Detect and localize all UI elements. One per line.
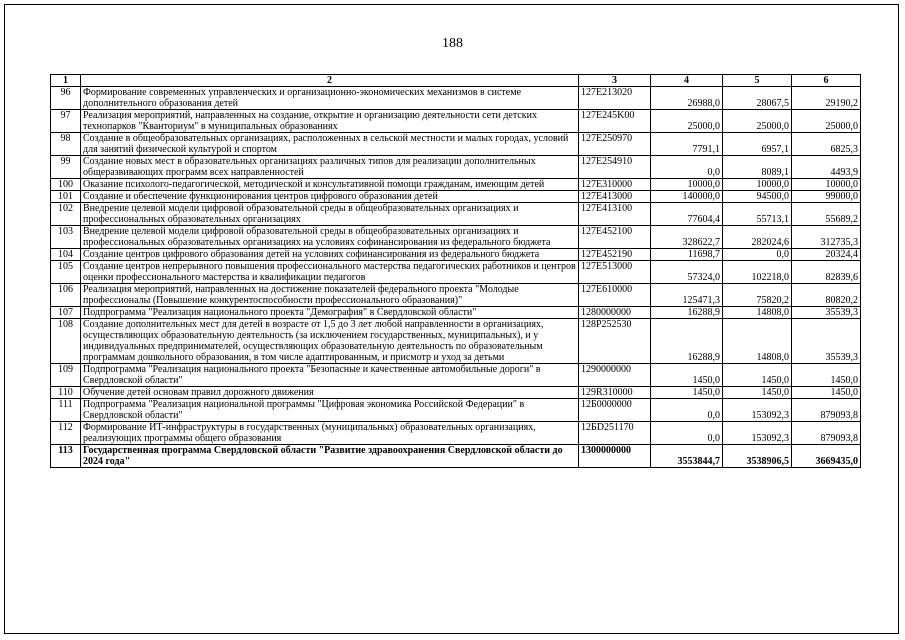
row-code-cell: 127E452190 [579, 249, 651, 261]
row-name-cell: Создание и обеспечение функционирования центров цифрового образования детей [81, 191, 579, 203]
row-value-cell: 94500,0 [723, 191, 792, 203]
row-code-cell: 127E413000 [579, 191, 651, 203]
table-row [51, 110, 861, 133]
row-name-cell: Реализация мероприятий, направленных на достижение показателей федерального проекта "Молодые профессионалы (Повышение конкурентоспособности профессионального образования)" [81, 284, 579, 307]
row-code-cell: 1300000000 [579, 445, 651, 468]
row-code-cell: 127E413100 [579, 203, 651, 226]
row-number-cell: 108 [51, 319, 81, 364]
row-value-cell: 14808,0 [723, 319, 792, 364]
row-code-cell: 127E250970 [579, 133, 651, 156]
row-value-cell: 99000,0 [792, 191, 861, 203]
row-code-cell: 127E452100 [579, 226, 651, 249]
row-name-cell: Оказание психолого-педагогической, методической и консультативной помощи гражданам, имеющим детей [81, 179, 579, 191]
row-value-cell: 16288,9 [651, 307, 723, 319]
row-number-cell: 104 [51, 249, 81, 261]
column-header: 5 [723, 75, 792, 87]
row-value-cell: 140000,0 [651, 191, 723, 203]
header-row [51, 75, 861, 87]
row-number-cell: 103 [51, 226, 81, 249]
row-value-cell: 153092,3 [723, 399, 792, 422]
row-number-cell: 107 [51, 307, 81, 319]
row-number-cell: 101 [51, 191, 81, 203]
row-code-cell: 12Б0000000 [579, 399, 651, 422]
column-header: 2 [81, 75, 579, 87]
row-value-cell: 153092,3 [723, 422, 792, 445]
page-number: 188 [442, 36, 463, 51]
row-name-cell: Формирование ИТ-инфраструктуры в государственных (муниципальных) образовательных организациях, реализующих программы общего образования [81, 422, 579, 445]
table-row [51, 422, 861, 445]
row-value-cell: 55713,1 [723, 203, 792, 226]
row-value-cell: 0,0 [651, 399, 723, 422]
row-value-cell: 14808,0 [723, 307, 792, 319]
row-value-cell: 11698,7 [651, 249, 723, 261]
row-name-cell: Внедрение целевой модели цифровой образовательной среды в общеобразовательных организациях и профессиональных образовательных организациях [81, 203, 579, 226]
row-value-cell: 879093,8 [792, 399, 861, 422]
row-number-cell: 112 [51, 422, 81, 445]
row-number-cell: 96 [51, 87, 81, 110]
table-row [51, 307, 861, 319]
row-value-cell: 25000,0 [723, 110, 792, 133]
row-value-cell: 3538906,5 [723, 445, 792, 468]
row-code-cell: 128P252530 [579, 319, 651, 364]
table-row [51, 87, 861, 110]
row-value-cell: 4493,9 [792, 156, 861, 179]
row-value-cell: 6825,3 [792, 133, 861, 156]
table-row [51, 319, 861, 364]
row-value-cell: 35539,3 [792, 307, 861, 319]
table-row [51, 387, 861, 399]
table-row [51, 284, 861, 307]
row-number-cell: 100 [51, 179, 81, 191]
column-header: 4 [651, 75, 723, 87]
row-name-cell: Создание центров непрерывного повышения профессионального мастерства педагогических работников и центров оценки профессионального мастерства и квалификации педагогов [81, 261, 579, 284]
row-value-cell: 1450,0 [723, 364, 792, 387]
row-name-cell: Обучение детей основам правил дорожного движения [81, 387, 579, 399]
row-value-cell: 102218,0 [723, 261, 792, 284]
row-number-cell: 113 [51, 445, 81, 468]
row-code-cell: 129R310000 [579, 387, 651, 399]
row-value-cell: 77604,4 [651, 203, 723, 226]
row-value-cell: 3553844,7 [651, 445, 723, 468]
row-name-cell: Создание новых мест в образовательных организациях различных типов для реализации дополнительных общеразвивающих программ всех направленностей [81, 156, 579, 179]
row-code-cell: 127E254910 [579, 156, 651, 179]
table-row [51, 249, 861, 261]
row-code-cell: 1290000000 [579, 364, 651, 387]
row-value-cell: 57324,0 [651, 261, 723, 284]
row-value-cell: 1450,0 [792, 387, 861, 399]
row-value-cell: 3669435,0 [792, 445, 861, 468]
table-row [51, 445, 861, 468]
row-value-cell: 55689,2 [792, 203, 861, 226]
row-name-cell: Подпрограмма "Реализация национального проекта "Демография" в Свердловской области" [81, 307, 579, 319]
row-code-cell: 127E245K00 [579, 110, 651, 133]
row-value-cell: 25000,0 [792, 110, 861, 133]
column-header: 1 [51, 75, 81, 87]
row-value-cell: 8089,1 [723, 156, 792, 179]
row-value-cell: 16288,9 [651, 319, 723, 364]
row-name-cell: Подпрограмма "Реализация национальной программы "Цифровая экономика Российской Федерации" в Свердловской области" [81, 399, 579, 422]
table-row [51, 156, 861, 179]
row-name-cell: Формирование современных управленческих и организационно-экономических механизмов в системе дополнительного образования детей [81, 87, 579, 110]
row-code-cell: 127E610000 [579, 284, 651, 307]
row-value-cell: 312735,3 [792, 226, 861, 249]
row-value-cell: 75820,2 [723, 284, 792, 307]
row-name-cell: Создание центров цифрового образования детей на условиях софинансирования из федерального бюджета [81, 249, 579, 261]
row-number-cell: 106 [51, 284, 81, 307]
row-number-cell: 111 [51, 399, 81, 422]
row-value-cell: 80820,2 [792, 284, 861, 307]
row-name-cell: Подпрограмма "Реализация национального проекта "Безопасные и качественные автомобильные дороги" в Свердловской области" [81, 364, 579, 387]
row-value-cell: 1450,0 [651, 387, 723, 399]
table-row [51, 226, 861, 249]
row-name-cell: Создание дополнительных мест для детей в возрасте от 1,5 до 3 лет любой направленности в организациях, осуществляющих образовательную деятельность (за исключением государственных, муниципальных), и у индивидуальных предпринимателей, осуществляющих образовательную деятельность по образовательным программам дошкольного образования, в том числе адаптированным, и присмотр и уход за детьми [81, 319, 579, 364]
table-row [51, 261, 861, 284]
row-value-cell: 35539,3 [792, 319, 861, 364]
row-code-cell: 12БD251170 [579, 422, 651, 445]
row-value-cell: 7791,1 [651, 133, 723, 156]
row-number-cell: 109 [51, 364, 81, 387]
row-value-cell: 10000,0 [723, 179, 792, 191]
row-value-cell: 26988,0 [651, 87, 723, 110]
column-header: 3 [579, 75, 651, 87]
column-header: 6 [792, 75, 861, 87]
row-name-cell: Государственная программа Свердловской области "Развитие здравоохранения Свердловской области до 2024 года" [81, 445, 579, 468]
row-number-cell: 97 [51, 110, 81, 133]
row-value-cell: 29190,2 [792, 87, 861, 110]
table-row [51, 203, 861, 226]
row-name-cell: Внедрение целевой модели цифровой образовательной среды в общеобразовательных организациях и профессиональных образовательных организациях на условиях софинансирования из федерального бюджета [81, 226, 579, 249]
row-code-cell: 1280000000 [579, 307, 651, 319]
row-value-cell: 125471,3 [651, 284, 723, 307]
row-value-cell: 282024,6 [723, 226, 792, 249]
budget-table [50, 74, 861, 468]
row-value-cell: 25000,0 [651, 110, 723, 133]
row-value-cell: 328622,7 [651, 226, 723, 249]
table-row [51, 191, 861, 203]
row-value-cell: 0,0 [723, 249, 792, 261]
table-row [51, 133, 861, 156]
row-number-cell: 98 [51, 133, 81, 156]
row-name-cell: Реализация мероприятий, направленных на создание, открытие и организацию деятельности сети детских технопарков "Кванториум" в муниципальных образованиях [81, 110, 579, 133]
row-code-cell: 127E310000 [579, 179, 651, 191]
row-number-cell: 102 [51, 203, 81, 226]
row-value-cell: 10000,0 [792, 179, 861, 191]
table-row [51, 399, 861, 422]
row-value-cell: 6957,1 [723, 133, 792, 156]
row-value-cell: 1450,0 [792, 364, 861, 387]
row-value-cell: 20324,4 [792, 249, 861, 261]
row-number-cell: 110 [51, 387, 81, 399]
row-value-cell: 28067,5 [723, 87, 792, 110]
row-value-cell: 10000,0 [651, 179, 723, 191]
row-name-cell: Создание в общеобразовательных организациях, расположенных в сельской местности и малых городах, условий для занятий физической культурой и спортом [81, 133, 579, 156]
table-row [51, 364, 861, 387]
row-value-cell: 0,0 [651, 156, 723, 179]
row-number-cell: 105 [51, 261, 81, 284]
row-value-cell: 0,0 [651, 422, 723, 445]
row-number-cell: 99 [51, 156, 81, 179]
row-code-cell: 127E213020 [579, 87, 651, 110]
row-value-cell: 1450,0 [723, 387, 792, 399]
table-row [51, 179, 861, 191]
row-value-cell: 1450,0 [651, 364, 723, 387]
row-code-cell: 127E513000 [579, 261, 651, 284]
row-value-cell: 82839,6 [792, 261, 861, 284]
row-value-cell: 879093,8 [792, 422, 861, 445]
